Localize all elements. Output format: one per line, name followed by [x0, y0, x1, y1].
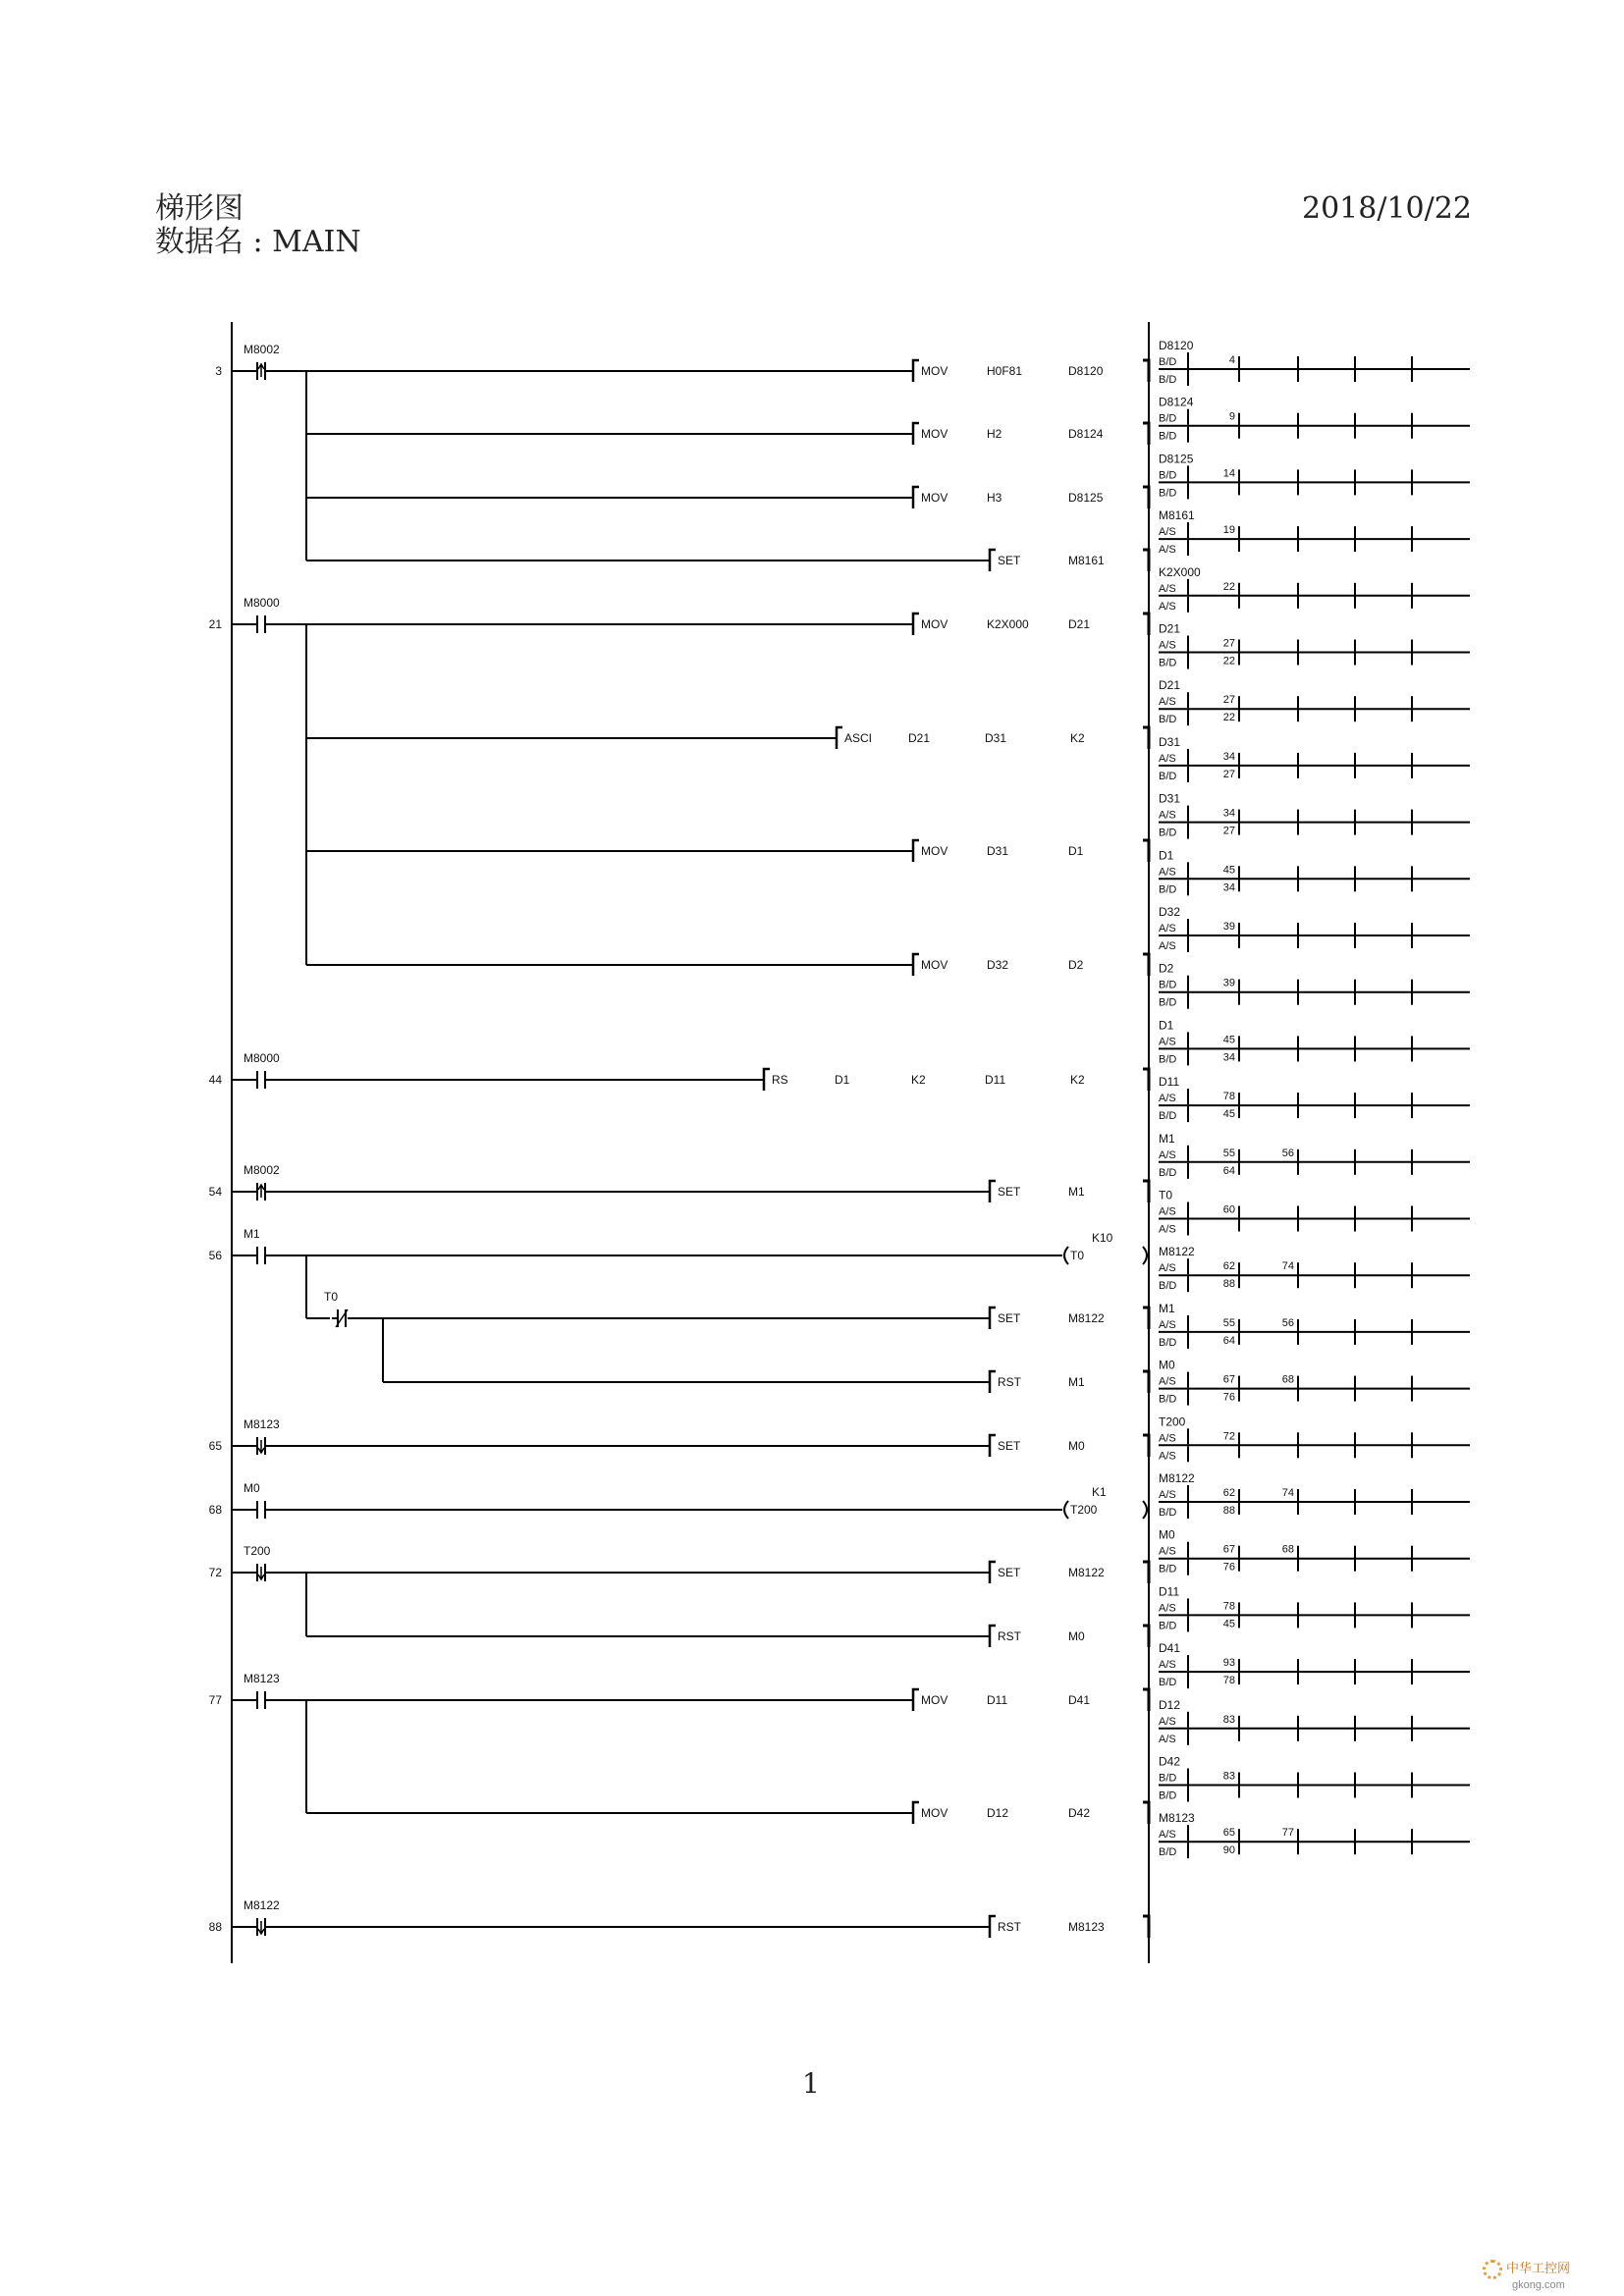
print-date: 2018/10/22 — [1302, 191, 1472, 226]
instruction-bracket-left — [990, 550, 996, 571]
instruction-operand: D8125 — [1068, 491, 1104, 505]
instruction-bracket-left — [990, 1916, 996, 1938]
instruction-bracket-right — [1143, 727, 1149, 749]
rung-step-number: 65 — [208, 1439, 222, 1453]
instruction-bracket-left — [990, 1308, 996, 1329]
crossref-device: D31 — [1159, 734, 1181, 749]
instruction-mnemonic: MOV — [921, 491, 948, 505]
crossref-step-ref: 68 — [1281, 1543, 1294, 1556]
crossref-step-ref: 74 — [1281, 1487, 1294, 1499]
crossref-step-ref: 45 — [1222, 1618, 1235, 1630]
coil-device-label: T0 — [1070, 1249, 1085, 1262]
crossref-step-ref: 76 — [1222, 1561, 1235, 1574]
crossref-step-ref: 19 — [1222, 524, 1235, 537]
crossref-type: A/S — [1159, 526, 1176, 539]
instruction-bracket-left — [764, 1069, 770, 1091]
instruction-bracket-right — [1143, 550, 1149, 571]
instruction-operand: D32 — [987, 958, 1009, 972]
instruction-operand: M8123 — [1068, 1920, 1105, 1934]
contact-label: M8122 — [244, 1898, 280, 1912]
instruction-bracket-right — [1143, 1069, 1149, 1091]
watermark-logo — [1483, 2258, 1570, 2291]
instruction-bracket-left — [990, 1181, 996, 1202]
crossref-device: T0 — [1159, 1188, 1173, 1202]
coil-device-label: T200 — [1070, 1503, 1098, 1517]
crossref-device: T200 — [1159, 1415, 1186, 1429]
crossref-type: B/D — [1159, 1393, 1177, 1406]
crossref-step-ref: 68 — [1281, 1373, 1294, 1386]
crossref-type: A/S — [1159, 809, 1176, 822]
crossref-device: D11 — [1159, 1584, 1180, 1599]
crossref-type: A/S — [1159, 582, 1176, 595]
crossref-step-ref: 93 — [1222, 1657, 1235, 1670]
contact-label: M8000 — [244, 596, 280, 610]
crossref-step-ref: 88 — [1222, 1505, 1235, 1517]
contact-label: M8002 — [244, 1163, 280, 1177]
crossref-step-ref: 34 — [1222, 750, 1235, 763]
instruction-mnemonic: SET — [998, 1185, 1021, 1199]
coil-setting-label: K1 — [1092, 1485, 1107, 1499]
crossref-step-ref: 60 — [1222, 1203, 1235, 1216]
crossref-step-ref: 27 — [1222, 825, 1235, 837]
crossref-step-ref: 76 — [1222, 1391, 1235, 1404]
instruction-bracket-left — [990, 1435, 996, 1457]
coil-left-arc — [1064, 1501, 1068, 1519]
crossref-type: A/S — [1159, 1205, 1176, 1218]
crossref-step-ref: 55 — [1222, 1147, 1235, 1159]
instruction-operand: D8124 — [1068, 427, 1104, 441]
crossref-type: B/D — [1159, 430, 1177, 443]
crossref-step-ref: 45 — [1222, 864, 1235, 877]
instruction-bracket-left — [913, 360, 919, 382]
data-name-label: 数据名 : MAIN — [155, 225, 361, 259]
instruction-operand: H3 — [987, 491, 1002, 505]
crossref-type: A/S — [1159, 600, 1176, 613]
crossref-step-ref: 78 — [1222, 1600, 1235, 1613]
crossref-type: A/S — [1159, 940, 1176, 952]
instruction-bracket-left — [837, 727, 842, 749]
instruction-operand: M1 — [1068, 1375, 1085, 1389]
instruction-operand: H2 — [987, 427, 1002, 441]
crossref-type: A/S — [1159, 1318, 1176, 1331]
instruction-operand: D12 — [987, 1806, 1009, 1820]
crossref-device: D41 — [1159, 1641, 1181, 1656]
instruction-bracket-left — [990, 1626, 996, 1647]
crossref-step-ref: 64 — [1222, 1164, 1235, 1177]
instruction-operand: M0 — [1068, 1439, 1085, 1453]
instruction-operand: D8120 — [1068, 364, 1104, 378]
instruction-mnemonic: MOV — [921, 427, 948, 441]
crossref-step-ref: 22 — [1222, 655, 1235, 667]
gear-icon — [1483, 2260, 1502, 2279]
falling-edge-arrow-icon — [258, 1921, 264, 1934]
crossref-type: B/D — [1159, 412, 1177, 425]
crossref-type: B/D — [1159, 1563, 1177, 1575]
crossref-type: A/S — [1159, 1450, 1176, 1463]
rung-step-number: 88 — [208, 1920, 222, 1934]
crossref-type: B/D — [1159, 1053, 1177, 1066]
rung-step-number: 54 — [208, 1185, 222, 1199]
crossref-type: A/S — [1159, 1659, 1176, 1672]
crossref-device: D1 — [1159, 848, 1174, 863]
instruction-operand: K2 — [1070, 1073, 1085, 1087]
instruction-operand: D31 — [987, 844, 1009, 858]
instruction-bracket-right — [1143, 840, 1149, 862]
pulse-arrow-icon — [258, 364, 264, 377]
crossref-type: A/S — [1159, 1262, 1176, 1275]
watermark-text-bottom: gkong.com — [1512, 2278, 1565, 2291]
instruction-bracket-left — [990, 1562, 996, 1583]
crossref-type: B/D — [1159, 1620, 1177, 1632]
instruction-operand: M8161 — [1068, 554, 1105, 567]
instruction-operand: M1 — [1068, 1185, 1085, 1199]
instruction-bracket-right — [1143, 1371, 1149, 1393]
contact-label: M1 — [244, 1227, 260, 1241]
crossref-type: A/S — [1159, 1545, 1176, 1558]
crossref-type: B/D — [1159, 657, 1177, 669]
contact-label: M8000 — [244, 1051, 280, 1065]
crossref-step-ref: 83 — [1222, 1770, 1235, 1783]
instruction-operand: D11 — [987, 1693, 1008, 1707]
instruction-bracket-left — [913, 423, 919, 445]
crossref-type: B/D — [1159, 1166, 1177, 1179]
crossref-step-ref: 62 — [1222, 1260, 1235, 1273]
crossref-device: D42 — [1159, 1754, 1181, 1769]
instruction-bracket-left — [990, 1371, 996, 1393]
crossref-type: B/D — [1159, 374, 1177, 386]
crossref-step-ref: 88 — [1222, 1278, 1235, 1291]
contact-label: M8002 — [244, 343, 280, 356]
instruction-operand: M8122 — [1068, 1566, 1105, 1579]
crossref-step-ref: 62 — [1222, 1487, 1235, 1499]
crossref-type: A/S — [1159, 1148, 1176, 1161]
crossref-step-ref: 34 — [1222, 1051, 1235, 1064]
crossref-type: A/S — [1159, 1602, 1176, 1615]
coil-setting-label: K10 — [1092, 1231, 1113, 1245]
coil-right-arc — [1143, 1501, 1147, 1519]
crossref-type: B/D — [1159, 770, 1177, 782]
crossref-step-ref: 14 — [1222, 467, 1235, 480]
instruction-bracket-right — [1143, 954, 1149, 976]
crossref-device: D2 — [1159, 961, 1174, 976]
crossref-type: B/D — [1159, 1772, 1177, 1785]
contact-label: M0 — [244, 1481, 260, 1495]
crossref-step-ref: 27 — [1222, 637, 1235, 650]
crossref-type: B/D — [1159, 1110, 1177, 1123]
instruction-operand: K2X000 — [987, 617, 1029, 631]
instruction-mnemonic: MOV — [921, 1693, 948, 1707]
instruction-bracket-left — [913, 487, 919, 508]
rung-step-number: 68 — [208, 1503, 222, 1517]
crossref-device: M0 — [1159, 1527, 1175, 1542]
instruction-operand: D2 — [1068, 958, 1084, 972]
crossref-step-ref: 90 — [1222, 1844, 1235, 1857]
crossref-step-ref: 64 — [1222, 1334, 1235, 1347]
instruction-mnemonic: MOV — [921, 1806, 948, 1820]
instruction-mnemonic: MOV — [921, 364, 948, 378]
coil-right-arc — [1143, 1247, 1147, 1264]
instruction-mnemonic: SET — [998, 554, 1021, 567]
instruction-operand: D41 — [1068, 1693, 1091, 1707]
instruction-mnemonic: RST — [998, 1920, 1021, 1934]
crossref-type: B/D — [1159, 487, 1177, 500]
crossref-device: K2X000 — [1159, 564, 1201, 579]
instruction-bracket-right — [1143, 1802, 1149, 1824]
instruction-operand: D21 — [1068, 617, 1091, 631]
instruction-bracket-right — [1143, 614, 1149, 635]
crossref-type: A/S — [1159, 544, 1176, 557]
crossref-type: A/S — [1159, 866, 1176, 879]
instruction-mnemonic: SET — [998, 1311, 1021, 1325]
page-number: 1 — [802, 2067, 820, 2100]
instruction-operand: M8122 — [1068, 1311, 1105, 1325]
crossref-step-ref: 22 — [1222, 712, 1235, 724]
instruction-operand: K2 — [1070, 731, 1085, 745]
rung-step-number: 56 — [208, 1249, 222, 1262]
crossref-type: A/S — [1159, 752, 1176, 765]
crossref-type: A/S — [1159, 923, 1176, 934]
crossref-step-ref: 4 — [1228, 354, 1235, 366]
instruction-bracket-right — [1143, 1916, 1149, 1938]
crossref-type: A/S — [1159, 696, 1176, 709]
crossref-type: B/D — [1159, 883, 1177, 896]
instruction-bracket-right — [1143, 423, 1149, 445]
instruction-operand: D21 — [908, 731, 931, 745]
crossref-type: B/D — [1159, 1336, 1177, 1349]
instruction-bracket-right — [1143, 487, 1149, 508]
crossref-step-ref: 78 — [1222, 1675, 1235, 1687]
crossref-type: B/D — [1159, 714, 1177, 726]
crossref-device: M8161 — [1159, 508, 1195, 523]
crossref-device: M1 — [1159, 1301, 1175, 1315]
crossref-device: D1 — [1159, 1018, 1174, 1033]
contact-label: M8123 — [244, 1417, 280, 1431]
instruction-operand: D11 — [985, 1073, 1006, 1087]
crossref-device: M8122 — [1159, 1245, 1195, 1259]
crossref-step-ref: 45 — [1222, 1034, 1235, 1046]
watermark-text-top: 中华工控网 — [1506, 2261, 1571, 2275]
crossref-step-ref: 56 — [1281, 1147, 1294, 1159]
rung-step-number: 3 — [215, 364, 222, 378]
instruction-bracket-left — [913, 1689, 919, 1711]
falling-edge-arrow-icon — [258, 1567, 264, 1579]
instruction-bracket-right — [1143, 1562, 1149, 1583]
crossref-device: M8122 — [1159, 1471, 1195, 1485]
instruction-operand: H0F81 — [987, 364, 1023, 378]
crossref-step-ref: 72 — [1222, 1430, 1235, 1443]
crossref-step-ref: 34 — [1222, 807, 1235, 820]
instruction-mnemonic: SET — [998, 1566, 1021, 1579]
crossref-type: B/D — [1159, 1280, 1177, 1293]
instruction-bracket-left — [913, 954, 919, 976]
contact-label: T200 — [244, 1544, 271, 1558]
instruction-operand: D1 — [835, 1073, 850, 1087]
crossref-type: A/S — [1159, 1489, 1176, 1501]
crossref-device: M8123 — [1159, 1811, 1195, 1826]
crossref-type: A/S — [1159, 1432, 1176, 1445]
instruction-bracket-right — [1143, 1626, 1149, 1647]
crossref-device: D21 — [1159, 621, 1181, 636]
crossref-device: D12 — [1159, 1697, 1181, 1712]
crossref-step-ref: 27 — [1222, 694, 1235, 707]
crossref-step-ref: 39 — [1222, 921, 1235, 933]
crossref-device: D8124 — [1159, 395, 1194, 409]
crossref-device: D21 — [1159, 678, 1181, 693]
crossref-step-ref: 22 — [1222, 580, 1235, 593]
crossref-type: A/S — [1159, 1036, 1176, 1048]
crossref-type: B/D — [1159, 469, 1177, 482]
instruction-operand: D42 — [1068, 1806, 1091, 1820]
instruction-mnemonic: SET — [998, 1439, 1021, 1453]
instruction-bracket-right — [1143, 1308, 1149, 1329]
instruction-mnemonic: RST — [998, 1629, 1021, 1643]
crossref-type: A/S — [1159, 1375, 1176, 1388]
crossref-step-ref: 56 — [1281, 1316, 1294, 1329]
crossref-type: B/D — [1159, 356, 1177, 368]
coil-left-arc — [1064, 1247, 1068, 1264]
crossref-type: A/S — [1159, 639, 1176, 652]
crossref-type: A/S — [1159, 1733, 1176, 1745]
crossref-type: B/D — [1159, 1846, 1177, 1859]
falling-edge-arrow-icon — [258, 1440, 264, 1453]
crossref-step-ref: 55 — [1222, 1316, 1235, 1329]
crossref-type: B/D — [1159, 1789, 1177, 1802]
rung-step-number: 72 — [208, 1566, 222, 1579]
crossref-step-ref: 45 — [1222, 1108, 1235, 1121]
instruction-mnemonic: MOV — [921, 958, 948, 972]
crossref-device: M1 — [1159, 1131, 1175, 1146]
crossref-step-ref: 67 — [1222, 1373, 1235, 1386]
crossref-step-ref: 67 — [1222, 1543, 1235, 1556]
crossref-device: D32 — [1159, 905, 1181, 919]
crossref-step-ref: 83 — [1222, 1713, 1235, 1726]
crossref-device: D31 — [1159, 791, 1181, 806]
crossref-type: B/D — [1159, 979, 1177, 991]
crossref-device: D8125 — [1159, 452, 1194, 466]
instruction-operand: D31 — [985, 731, 1007, 745]
instruction-bracket-right — [1143, 1181, 1149, 1202]
instruction-operand: D1 — [1068, 844, 1084, 858]
rung-step-number: 44 — [208, 1073, 222, 1087]
crossref-step-ref: 77 — [1281, 1827, 1294, 1840]
rung-step-number: 21 — [208, 617, 222, 631]
crossref-type: A/S — [1159, 1829, 1176, 1842]
crossref-type: B/D — [1159, 1507, 1177, 1519]
crossref-type: B/D — [1159, 827, 1177, 839]
crossref-step-ref: 34 — [1222, 881, 1235, 894]
instruction-mnemonic: MOV — [921, 617, 948, 631]
doc-title: 梯形图 — [155, 191, 244, 226]
instruction-bracket-right — [1143, 1689, 1149, 1711]
instruction-mnemonic: ASCI — [844, 731, 873, 745]
instruction-bracket-right — [1143, 1435, 1149, 1457]
instruction-operand: K2 — [911, 1073, 926, 1087]
crossref-step-ref: 74 — [1281, 1260, 1294, 1273]
instruction-bracket-right — [1143, 360, 1149, 382]
instruction-mnemonic: RS — [772, 1073, 788, 1087]
crossref-step-ref: 78 — [1222, 1091, 1235, 1103]
crossref-type: A/S — [1159, 1223, 1176, 1236]
pulse-arrow-icon — [258, 1185, 264, 1198]
crossref-step-ref: 9 — [1228, 410, 1235, 423]
crossref-type: A/S — [1159, 1715, 1176, 1728]
crossref-type: B/D — [1159, 996, 1177, 1009]
crossref-device: D11 — [1159, 1075, 1180, 1090]
crossref-type: B/D — [1159, 1677, 1177, 1689]
crossref-device: D8120 — [1159, 339, 1194, 352]
instruction-bracket-left — [913, 840, 919, 862]
instruction-mnemonic: MOV — [921, 844, 948, 858]
crossref-step-ref: 27 — [1222, 768, 1235, 780]
contact-label: M8123 — [244, 1672, 280, 1685]
crossref-step-ref: 65 — [1222, 1827, 1235, 1840]
crossref-step-ref: 39 — [1222, 977, 1235, 989]
instruction-bracket-left — [913, 1802, 919, 1824]
instruction-operand: M0 — [1068, 1629, 1085, 1643]
instruction-mnemonic: RST — [998, 1375, 1021, 1389]
rung-step-number: 77 — [208, 1693, 222, 1707]
instruction-bracket-left — [913, 614, 919, 635]
crossref-device: M0 — [1159, 1358, 1175, 1372]
contact-label: T0 — [324, 1290, 339, 1304]
crossref-type: A/S — [1159, 1093, 1176, 1105]
